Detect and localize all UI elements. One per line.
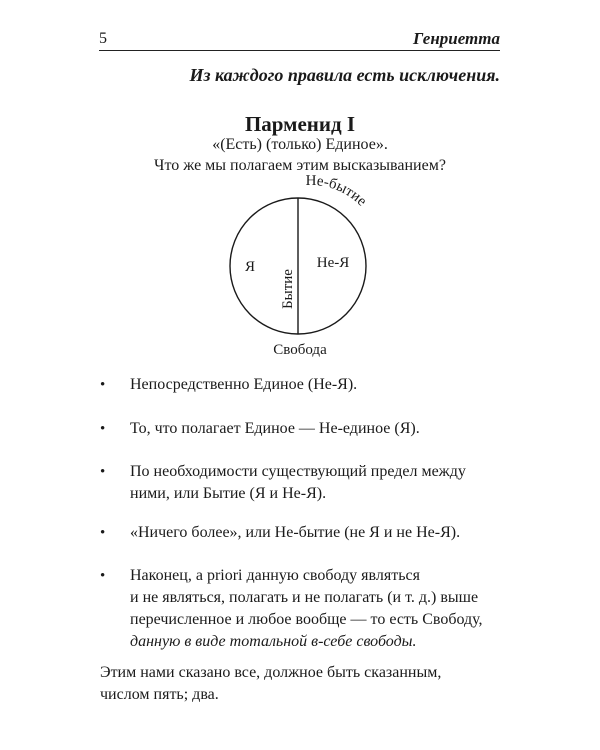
- arc-label: [306, 173, 370, 210]
- bullet-mark: •: [100, 464, 106, 480]
- epigraph: Из каждого правила есть исключения.: [189, 65, 500, 85]
- bullet-line: «Ничего более», или Не-бытие (не Я и не Не-Я).: [130, 524, 461, 541]
- bullet-mark: •: [100, 377, 106, 393]
- bullet-line: Наконец, a priori данную свободу являться: [130, 567, 420, 584]
- bullet-mark: •: [100, 421, 106, 437]
- bottom-label: Свобода: [273, 342, 327, 358]
- arc-label-text: Не-бытие: [305, 172, 370, 210]
- bullet-line: перечисленное и любое вообще — то есть Свободу,: [130, 611, 483, 628]
- right-label: Не-Я: [316, 255, 350, 271]
- divider-label: Бытие: [280, 269, 296, 309]
- bullet-mark: •: [100, 568, 106, 584]
- closing-line: Этим нами сказано все, должное быть сказанным,: [100, 664, 442, 681]
- bullet-line: ними, или Бытие (Я и Не-Я).: [130, 485, 327, 502]
- subtitle-line-2: Что же мы полагаем этим высказыванием?: [154, 157, 446, 174]
- closing-line: числом пять; два.: [100, 686, 219, 703]
- bullet-line-emphasis: данную в виде тотальной в-себе свободы.: [130, 633, 417, 650]
- section-title: Парменид I: [244, 112, 356, 136]
- bullet-text: [130, 461, 520, 505]
- running-title: Генриетта: [413, 29, 500, 48]
- bullet-line: Непосредственно Единое (Не-Я).: [130, 376, 358, 393]
- bullet-line: и не являться, полагать и не полагать (и т. д.) выше: [130, 589, 479, 606]
- bullet-text: [130, 522, 520, 544]
- bullet-text: [130, 565, 520, 653]
- bullet-mark: •: [100, 525, 106, 541]
- bullet-text: [130, 418, 520, 440]
- bullet-text: [130, 374, 520, 396]
- bullet-line: По необходимости существующий предел между: [130, 463, 466, 480]
- left-label: Я: [244, 259, 256, 275]
- closing-paragraph: [100, 662, 520, 706]
- bullet-line: То, что полагает Единое — Не-единое (Я).: [130, 420, 420, 437]
- subtitle-line-1: «(Есть) (только) Единое».: [212, 136, 388, 153]
- page-number: 5: [99, 30, 107, 47]
